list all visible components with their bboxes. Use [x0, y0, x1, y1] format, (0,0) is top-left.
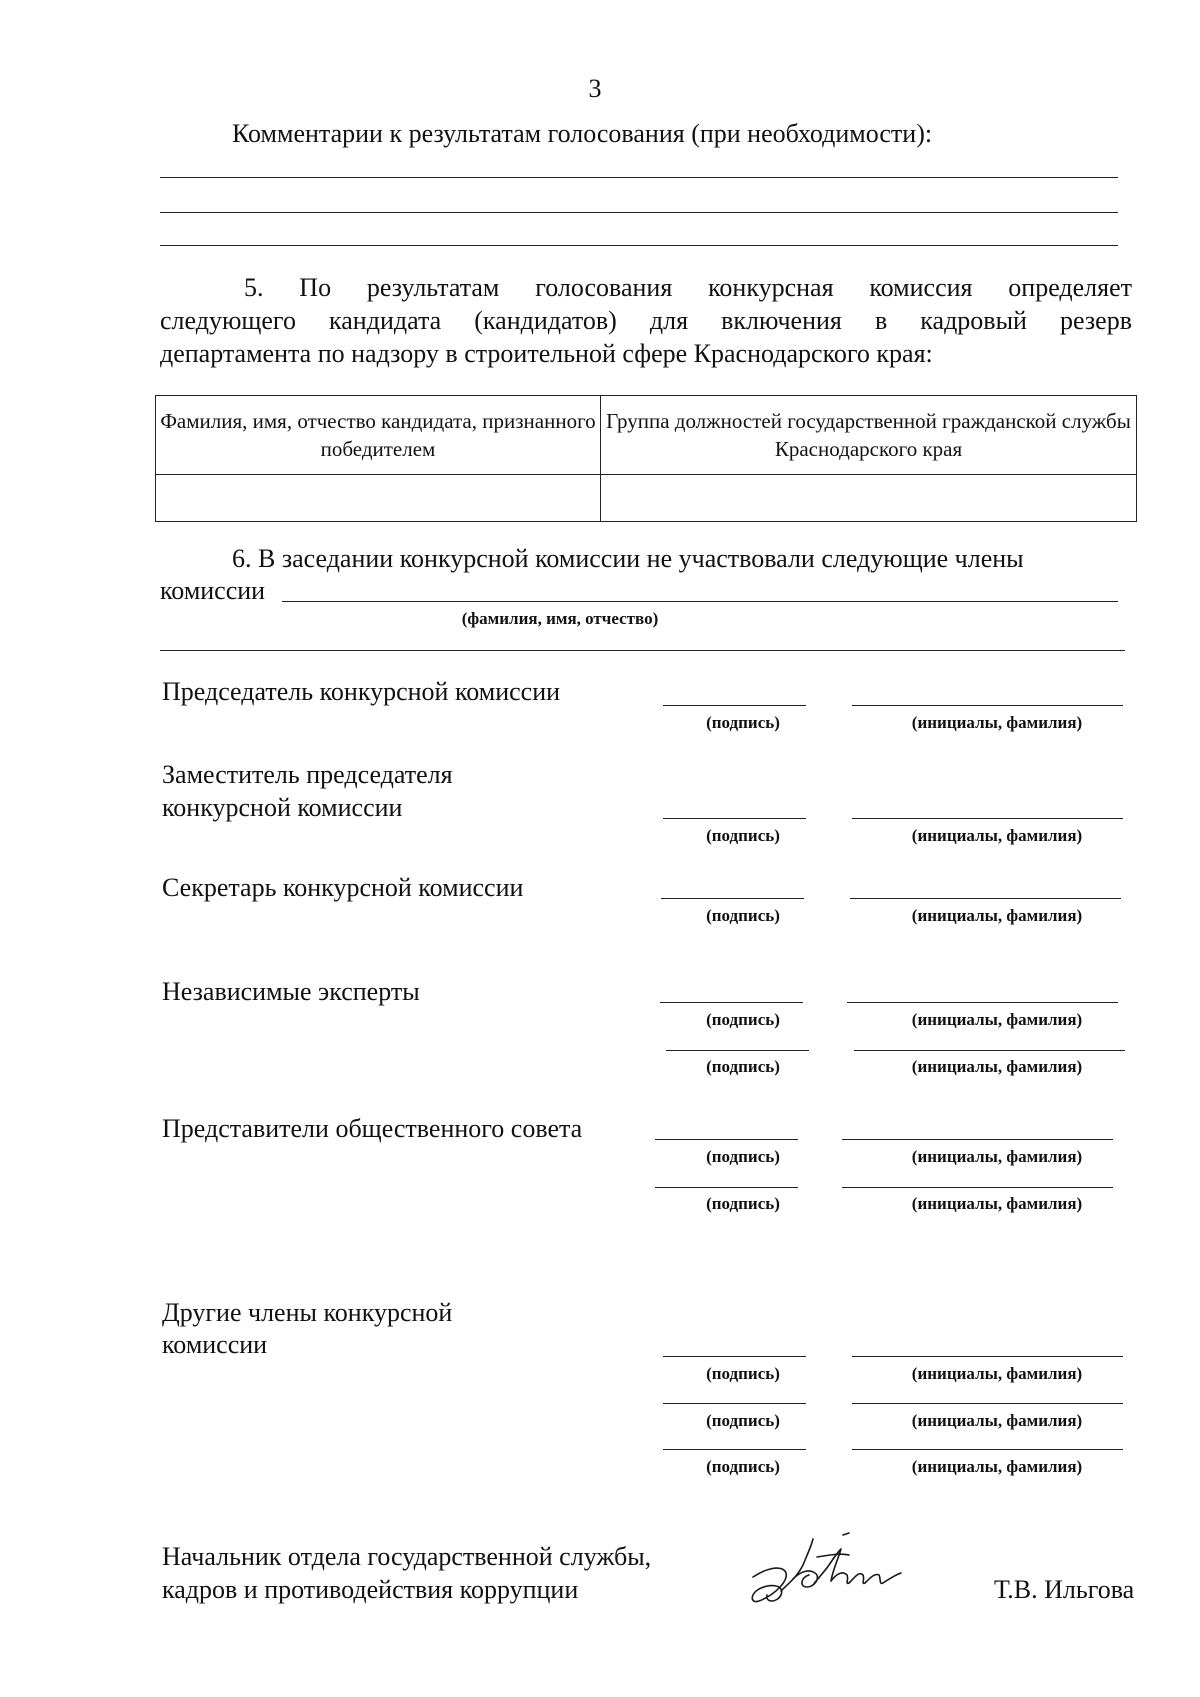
initials-caption: (инициалы, фамилия): [911, 1057, 1083, 1076]
signature-line[interactable]: [655, 1139, 798, 1140]
comment-line-2[interactable]: [160, 212, 1118, 213]
initials-caption: (инициалы, фамилия): [911, 1364, 1083, 1383]
initials-caption: (инициалы, фамилия): [911, 713, 1083, 732]
section6-label: комиссии: [160, 576, 266, 605]
role-others-line-2: комиссии: [162, 1330, 268, 1359]
initials-line[interactable]: [854, 1050, 1125, 1051]
initials-line[interactable]: [847, 1002, 1118, 1003]
section5-line-2: следующего кандидата (кандидатов) для включения в кадровый резерв: [160, 306, 1132, 335]
table-header-position-group: Группа должностей государственной гражданской службы Краснодарского края: [601, 396, 1137, 475]
signature-line[interactable]: [661, 898, 804, 899]
initials-line[interactable]: [852, 705, 1123, 706]
initials-caption: (инициалы, фамилия): [911, 1010, 1083, 1029]
role-deputy-line-2: конкурсной комиссии: [162, 793, 403, 822]
section5-line-1: 5. По результатам голосования конкурсная комиссия определяет: [244, 273, 1132, 302]
role-others-line-1: Другие члены конкурсной: [162, 1298, 453, 1327]
role-deputy-line-1: Заместитель председателя: [162, 760, 453, 789]
signature-caption: (подпись): [706, 713, 780, 732]
signature-caption: (подпись): [706, 1194, 780, 1213]
initials-line[interactable]: [850, 898, 1121, 899]
table-cell-candidate[interactable]: [156, 475, 601, 522]
signature-caption: (подпись): [706, 1057, 780, 1076]
initials-caption: (инициалы, фамилия): [911, 1194, 1083, 1213]
table-row: [156, 475, 1137, 522]
page-number: 3: [588, 74, 602, 103]
signature-caption: (подпись): [706, 1411, 780, 1430]
signature-caption: (подпись): [706, 826, 780, 845]
initials-caption: (инициалы, фамилия): [911, 1457, 1083, 1476]
initials-line[interactable]: [852, 1356, 1123, 1357]
signature-line[interactable]: [663, 1449, 806, 1450]
signature-line[interactable]: [666, 1050, 809, 1051]
signature-caption: (подпись): [706, 1364, 780, 1383]
role-experts: Независимые эксперты: [162, 977, 420, 1006]
signature-caption: (подпись): [706, 906, 780, 925]
initials-line[interactable]: [852, 818, 1123, 819]
winners-table: [155, 395, 1137, 522]
signature-caption: (подпись): [706, 1457, 780, 1476]
initials-line[interactable]: [842, 1187, 1113, 1188]
initials-line[interactable]: [842, 1139, 1113, 1140]
initials-caption: (инициалы, фамилия): [911, 1411, 1083, 1430]
section6-line-1: 6. В заседании конкурсной комиссии не участвовали следующие члены: [232, 544, 1024, 573]
signature-line[interactable]: [663, 818, 806, 819]
initials-caption: (инициалы, фамилия): [911, 906, 1083, 925]
absent-members-line-2[interactable]: [160, 650, 1125, 651]
absent-members-caption: (фамилия, имя, отчество): [461, 609, 659, 628]
table-cell-position-group[interactable]: [601, 475, 1137, 522]
handwritten-signature: [745, 1525, 905, 1615]
footer-position-line-1: Начальник отдела государственной службы,: [162, 1542, 652, 1571]
signature-line[interactable]: [663, 1403, 806, 1404]
initials-line[interactable]: [852, 1449, 1123, 1450]
absent-members-line[interactable]: [282, 601, 1118, 602]
role-chairman: Председатель конкурсной комиссии: [162, 677, 561, 706]
footer-position-line-2: кадров и противодействия коррупции: [162, 1575, 579, 1604]
signer-name: Т.В. Ильгова: [994, 1575, 1135, 1604]
role-public-council: Представители общественного совета: [162, 1114, 583, 1143]
comment-line-1[interactable]: [160, 177, 1118, 178]
initials-caption: (инициалы, фамилия): [911, 1147, 1083, 1166]
signature-line[interactable]: [663, 1356, 806, 1357]
initials-caption: (инициалы, фамилия): [911, 826, 1083, 845]
comments-label: Комментарии к результатам голосования (при необходимости):: [232, 119, 933, 148]
signature-caption: (подпись): [706, 1010, 780, 1029]
table-header-candidate: Фамилия, имя, отчество кандидата, признанного победителем: [156, 396, 601, 475]
role-secretary: Секретарь конкурсной комиссии: [162, 873, 524, 902]
signature-line[interactable]: [655, 1187, 798, 1188]
signature-line[interactable]: [660, 1002, 803, 1003]
signature-line[interactable]: [663, 705, 806, 706]
initials-line[interactable]: [852, 1403, 1123, 1404]
comment-line-3[interactable]: [160, 245, 1118, 246]
section5-line-3: департамента по надзору в строительной сфере Краснодарского края:: [160, 339, 933, 368]
signature-caption: (подпись): [706, 1147, 780, 1166]
